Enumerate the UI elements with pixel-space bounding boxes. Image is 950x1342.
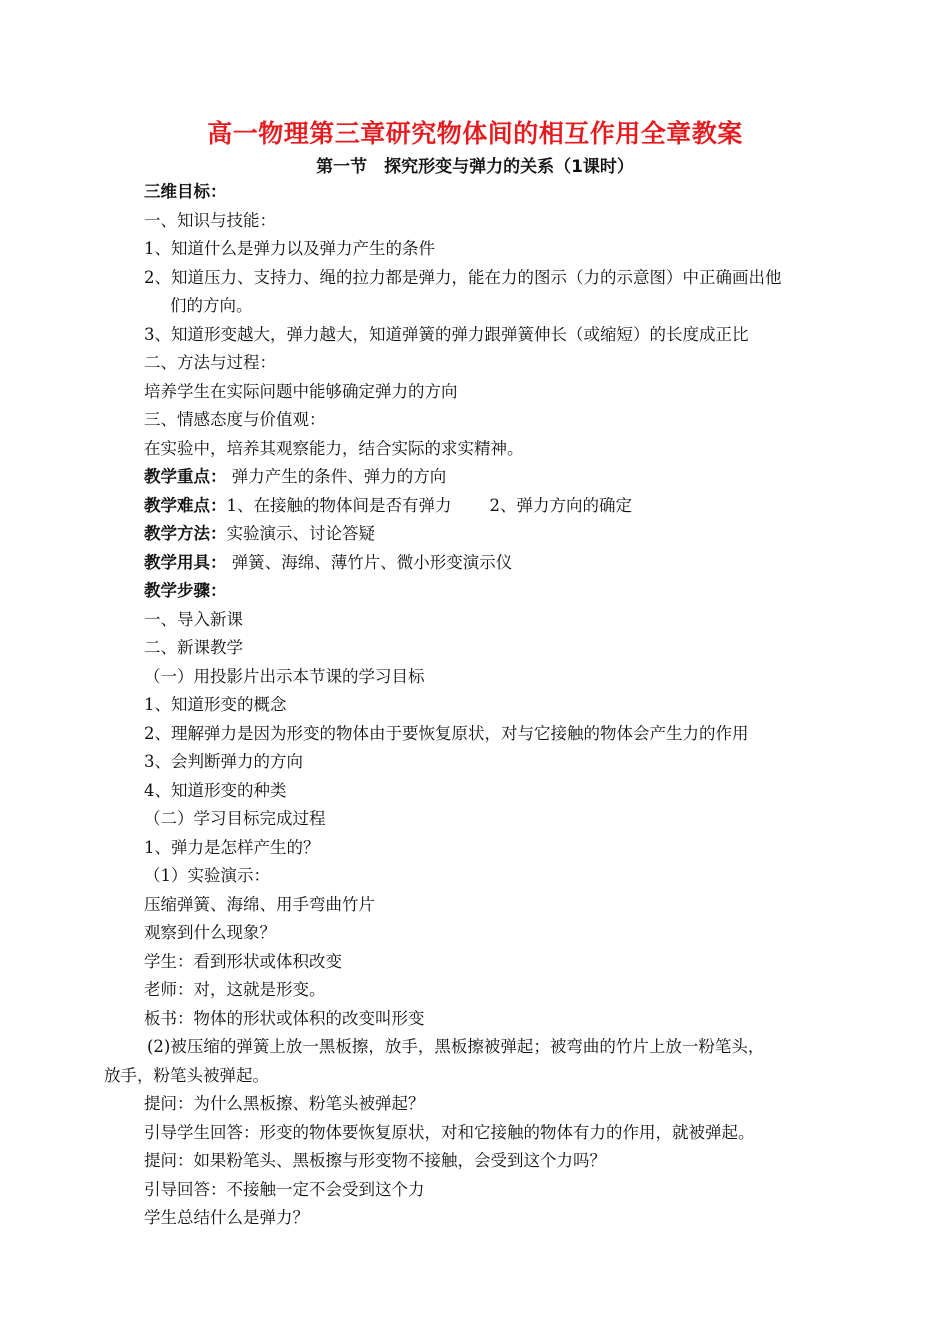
key-points-label: 教学重点：: [144, 467, 227, 486]
paragraph: 学生总结什么是弹力？: [144, 1208, 309, 1227]
difficulties-line: [0, 492, 950, 521]
paragraph: 提问：为什么黑板擦、粉笔头被弹起？: [144, 1094, 425, 1113]
paragraph: 引导学生回答：形变的物体要恢复原状，对和它接触的物体有力的作用，就被弹起。: [144, 1122, 755, 1142]
document-body: [0, 178, 950, 1233]
paragraph-continuation: 们的方向。: [170, 296, 253, 315]
difficulties-text-a: 1、在接触的物体间是否有弹力: [226, 495, 452, 515]
methods-text: 实验演示、讨论答疑: [226, 524, 375, 543]
paragraph: 1、弹力是怎样产生的？: [144, 837, 320, 857]
paragraph: 二、方法与过程：: [144, 353, 276, 372]
paragraph: （1）实验演示：: [144, 866, 270, 885]
paragraph: 一、知识与技能：: [144, 210, 276, 230]
paragraph: 老师：对，这就是形变。: [144, 980, 326, 999]
section-title: 第一节 探究形变与弹力的关系（1课时）: [316, 157, 634, 177]
paragraph: 4、知道形变的种类: [144, 780, 287, 800]
paragraph: 一、导入新课: [144, 609, 243, 629]
paragraph: 2、知道压力、支持力、绳的拉力都是弹力，能在力的图示（力的示意图）中正确画出他: [144, 267, 782, 287]
steps-heading: 教学步骤：: [144, 581, 227, 600]
objectives-heading: 三维目标：: [144, 182, 227, 201]
paragraph: 1、知道形变的概念: [144, 695, 287, 714]
paragraph: 在实验中，培养其观察能力，结合实际的求实精神。: [144, 438, 524, 458]
paragraph: 提问：如果粉笔头、黑板擦与形变物不接触，会受到这个力吗？: [144, 1151, 606, 1170]
paragraph: 引导回答：不接触一定不会受到这个力: [144, 1179, 425, 1199]
document-title: 高一物理第三章研究物体间的相互作用全章教案: [207, 119, 743, 148]
paragraph: 学生：看到形状或体积改变: [144, 951, 342, 971]
paragraph: 压缩弹簧、海绵、用手弯曲竹片: [144, 894, 375, 914]
methods-line: [0, 520, 950, 549]
paragraph: 3、会判断弹力的方向: [144, 752, 303, 771]
tools-line: [0, 549, 950, 578]
paragraph: 三、情感态度与价值观：: [144, 410, 326, 429]
paragraph: (2)被压缩的弹簧上放一黑板擦，放手，黑板擦被弹起；被弯曲的竹片上放一粉笔头，: [147, 1037, 765, 1056]
paragraph: 二、新课教学: [144, 638, 243, 657]
paragraph-continuation: 放手，粉笔头被弹起。: [104, 1065, 269, 1085]
difficulties-label: 教学难点：: [144, 495, 227, 515]
paragraph: 2、理解弹力是因为形变的物体由于要恢复原状，对与它接触的物体会产生力的作用: [144, 723, 749, 743]
paragraph: 培养学生在实际问题中能够确定弹力的方向: [144, 381, 458, 401]
paragraph: 观察到什么现象？: [144, 923, 276, 942]
paragraph: （二）学习目标完成过程: [144, 809, 326, 828]
tools-text: 弹簧、海绵、薄竹片、微小形变演示仪: [226, 552, 513, 572]
difficulties-text-b: 2、弹力方向的确定: [489, 495, 632, 515]
paragraph: （一）用投影片出示本节课的学习目标: [144, 666, 425, 686]
key-points-line: [0, 463, 950, 492]
paragraph: 3、知道形变越大，弹力越大，知道弹簧的弹力跟弹簧伸长（或缩短）的长度成正比: [144, 324, 749, 344]
key-points-text: 弹力产生的条件、弹力的方向: [226, 467, 447, 486]
tools-label: 教学用具：: [144, 552, 227, 572]
methods-label: 教学方法：: [144, 524, 227, 543]
paragraph: 1、知道什么是弹力以及弹力产生的条件: [144, 239, 435, 258]
paragraph: 板书：物体的形状或体积的改变叫形变: [144, 1008, 425, 1028]
